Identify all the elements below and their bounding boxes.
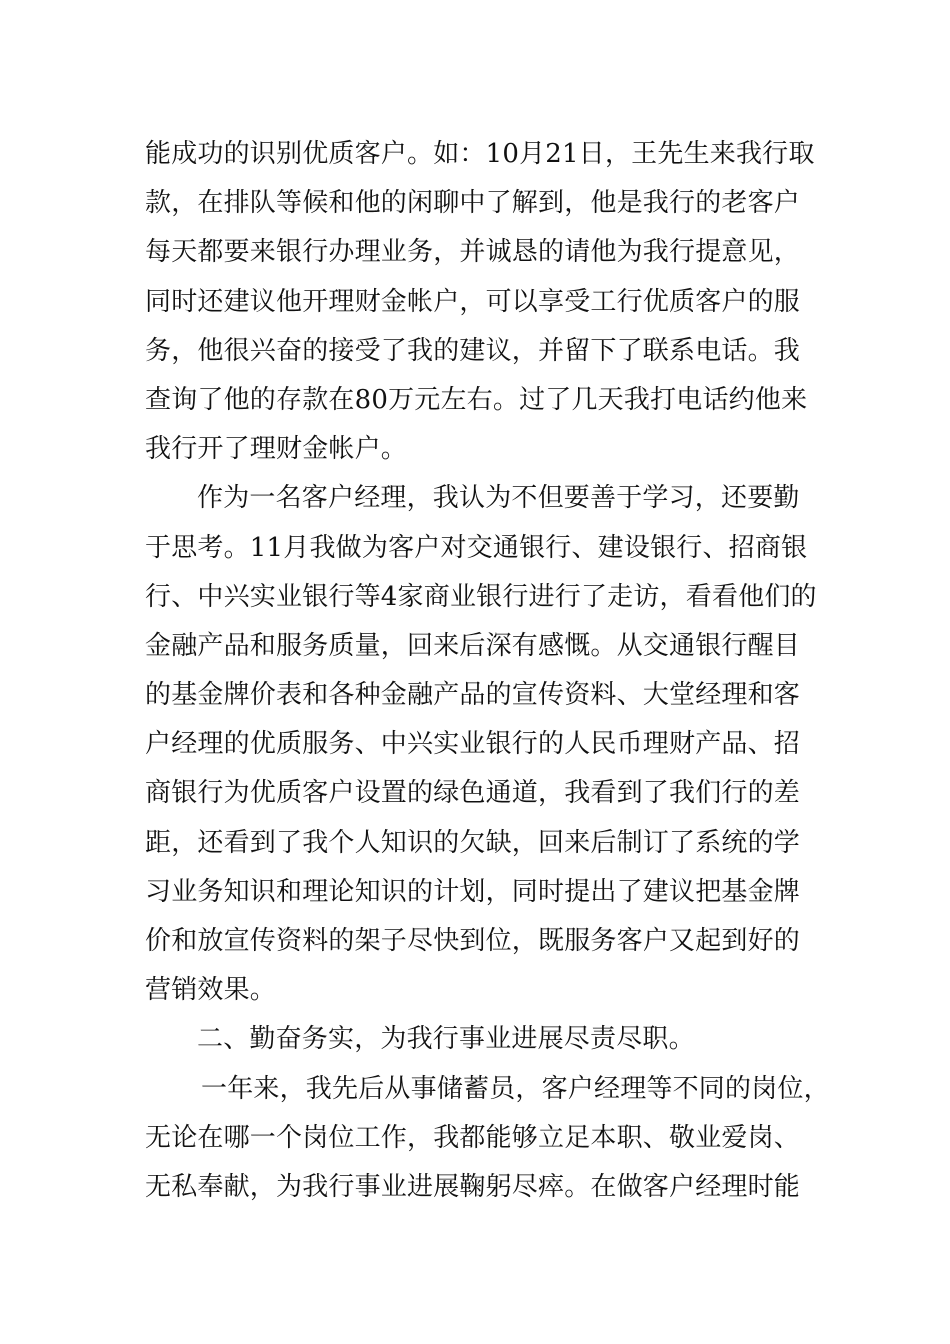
text-line: 每天都要来银行办理业务，并诚恳的请他为我行提意见， xyxy=(145,237,801,268)
text-line: 行、中兴实业银行等4家商业银行进行了走访，看看他们的 xyxy=(145,581,817,612)
text-line: 款，在排队等候和他的闲聊中了解到，他是我行的老客户 xyxy=(145,188,801,219)
document-body xyxy=(145,130,830,1212)
text-line: 我行开了理财金帐户。 xyxy=(145,434,408,465)
paragraph-start-line: 一年来，我先后从事储蓄员，客户经理等不同的岗位， xyxy=(201,1073,830,1104)
text-line: 金融产品和服务质量，回来后深有感慨。从交通银行醒目 xyxy=(145,630,801,661)
text-line: 商银行为优质客户设置的绿色通道，我看到了我们行的差 xyxy=(145,778,801,809)
paragraph-start-line: 作为一名客户经理，我认为不但要善于学习，还要勤 xyxy=(197,483,800,514)
text-line: 价和放宣传资料的架子尽快到位，既服务客户又起到好的 xyxy=(145,926,801,956)
text-line: 无私奉献，为我行事业进展鞠躬尽瘁。在做客户经理时能 xyxy=(145,1171,801,1202)
text-line: 营销效果。 xyxy=(145,975,277,1006)
section-heading: 二、勤奋务实，为我行事业进展尽责尽职。 xyxy=(197,1024,695,1055)
text-line: 同时还建议他开理财金帐户，可以享受工行优质客户的服 xyxy=(145,286,801,317)
text-line: 习业务知识和理论知识的计划，同时提出了建议把基金牌 xyxy=(145,876,801,907)
text-line: 于思考。11月我做为客户对交通银行、建设银行、招商银 xyxy=(145,532,808,563)
text-line: 户经理的优质服务、中兴实业银行的人民币理财产品、招 xyxy=(145,729,801,760)
text-line: 务，他很兴奋的接受了我的建议，并留下了联系电话。我 xyxy=(145,335,801,366)
text-line: 的基金牌价表和各种金融产品的宣传资料、大堂经理和客 xyxy=(145,680,801,711)
text-line: 无论在哪一个岗位工作，我都能够立足本职、敬业爱岗、 xyxy=(145,1122,801,1153)
text-line: 距，还看到了我个人知识的欠缺，回来后制订了系统的学 xyxy=(145,827,801,858)
text-line: 查询了他的存款在80万元左右。过了几天我打电话约他来 xyxy=(145,384,808,415)
text-line: 能成功的识别优质客户。如：10月21日，王先生来我行取 xyxy=(145,139,815,169)
